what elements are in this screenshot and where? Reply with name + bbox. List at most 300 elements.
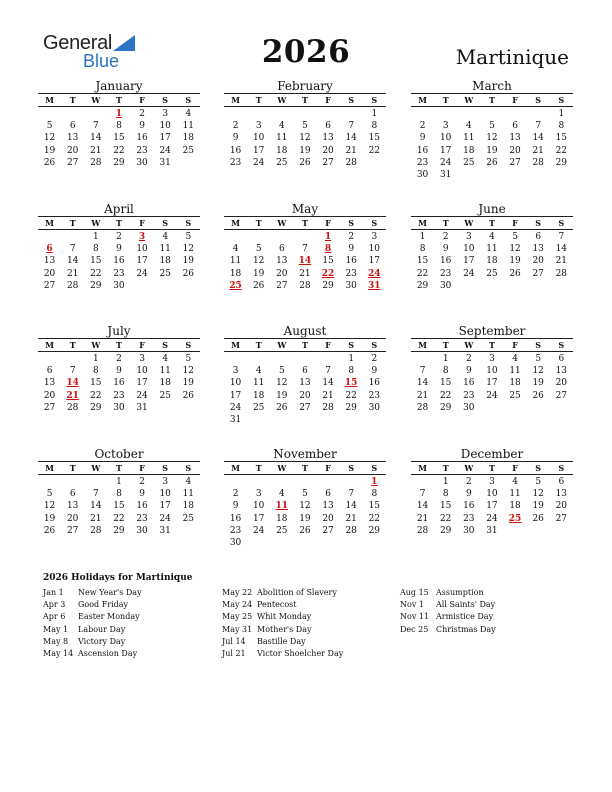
day-cell: 18: [509, 501, 521, 512]
day-cell: 12: [182, 244, 195, 255]
holiday-item: [43, 587, 142, 599]
day-cell: 17: [252, 513, 265, 524]
weekday-label: F: [325, 95, 331, 105]
holiday-date: Jul 14: [222, 636, 246, 646]
day-cell: 28: [90, 525, 102, 536]
day-cell: 2: [139, 109, 145, 119]
weekday-label: M: [418, 463, 427, 473]
weekday-label: T: [301, 340, 308, 350]
weekday-label: W: [464, 95, 474, 105]
weekday-label: S: [185, 218, 192, 228]
empty-day-cell: [270, 476, 293, 488]
day-cell: 19: [182, 256, 195, 267]
day-cell: 30: [416, 169, 429, 180]
day-cell: 1: [92, 232, 99, 242]
weekday-label: W: [91, 218, 101, 228]
weekday-label: T: [115, 340, 122, 350]
day-cell: 2: [232, 489, 239, 500]
empty-day-cell: [317, 476, 340, 488]
day-cell: 7: [419, 366, 426, 377]
day-cell: 27: [322, 525, 334, 536]
day-cell: 24: [463, 268, 475, 279]
day-cell: 19: [182, 378, 195, 389]
day-cell: 11: [182, 121, 195, 132]
holiday-day-cell: 22: [321, 268, 335, 279]
day-cell: 12: [532, 489, 544, 500]
day-cell: 4: [278, 121, 285, 132]
day-cell: 6: [302, 366, 308, 377]
day-cell: 26: [532, 513, 544, 524]
day-cell: 15: [322, 256, 334, 267]
holiday-item: [43, 624, 142, 636]
weekday-label: S: [185, 463, 192, 473]
empty-day-cell: [38, 353, 61, 365]
holiday-item: [400, 611, 496, 623]
day-cell: 13: [509, 133, 521, 144]
holiday-date: Jan 1: [43, 588, 64, 597]
day-cell: 24: [159, 145, 171, 156]
day-cell: 20: [555, 378, 568, 389]
day-cell: 19: [299, 513, 311, 524]
day-cell: 21: [299, 268, 311, 279]
day-cell: 25: [463, 157, 475, 168]
day-cell: 16: [229, 145, 242, 156]
weekday-label: S: [558, 95, 565, 105]
day-cell: 10: [252, 133, 265, 144]
holiday-name: Easter Monday: [78, 612, 140, 622]
day-cell: 31: [159, 525, 171, 536]
day-grid: [224, 476, 386, 549]
holiday-date: Jul 21: [222, 648, 246, 658]
day-cell: 6: [69, 121, 76, 132]
day-cell: 21: [416, 513, 429, 524]
day-cell: 1: [92, 354, 99, 364]
weekday-header: [224, 461, 386, 475]
day-cell: 3: [255, 489, 262, 500]
day-cell: 2: [465, 477, 472, 487]
day-cell: 26: [509, 268, 521, 279]
holiday-item: [43, 611, 142, 623]
holiday-date: May 1: [43, 624, 69, 634]
day-cell: 29: [113, 525, 125, 536]
weekday-label: M: [231, 340, 240, 350]
weekday-label: S: [162, 340, 169, 350]
holiday-name: Assumption: [436, 588, 484, 597]
day-cell: 22: [90, 390, 102, 401]
empty-day-cell: [224, 476, 247, 488]
weekday-label: T: [442, 218, 449, 228]
day-grid: [38, 108, 200, 169]
day-cell: 3: [162, 477, 169, 487]
weekday-label: S: [162, 463, 169, 473]
weekday-label: S: [162, 95, 169, 105]
holiday-day-cell: 14: [66, 378, 79, 389]
empty-day-cell: [38, 108, 61, 120]
day-cell: 5: [535, 354, 542, 364]
weekday-label: T: [301, 95, 308, 105]
day-cell: 24: [159, 513, 171, 524]
weekday-label: W: [277, 218, 287, 228]
weekday-header: [38, 338, 200, 352]
day-cell: 14: [532, 133, 544, 144]
day-cell: 20: [532, 256, 544, 267]
day-cell: 31: [229, 414, 242, 425]
day-cell: 17: [368, 256, 381, 267]
day-cell: 17: [159, 133, 171, 144]
month-title: May: [291, 202, 319, 216]
day-cell: 22: [113, 513, 125, 524]
weekday-label: F: [512, 463, 518, 473]
weekday-header: [224, 216, 386, 230]
month-title: August: [283, 324, 327, 338]
day-cell: 26: [43, 157, 56, 168]
day-cell: 22: [416, 268, 429, 279]
holiday-day-cell: 25: [508, 513, 522, 524]
weekday-label: T: [255, 218, 262, 228]
month-title: July: [107, 324, 131, 338]
day-cell: 4: [255, 366, 262, 377]
holiday-day-cell: 14: [298, 256, 312, 267]
day-grid: [411, 476, 573, 537]
weekday-label: S: [535, 218, 542, 228]
day-cell: 29: [439, 402, 452, 413]
day-cell: 18: [463, 145, 475, 156]
weekday-header: [411, 93, 573, 107]
day-cell: 7: [419, 489, 426, 500]
day-cell: 9: [139, 121, 145, 132]
day-cell: 14: [90, 501, 102, 512]
weekday-label: W: [277, 340, 287, 350]
empty-day-cell: [270, 108, 293, 120]
day-cell: 24: [252, 157, 265, 168]
holiday-column: [400, 587, 496, 636]
day-cell: 24: [229, 402, 242, 413]
day-cell: 9: [116, 366, 122, 377]
holiday-item: [222, 636, 343, 648]
day-cell: 9: [232, 133, 239, 144]
holiday-name: All Saints' Day: [436, 600, 496, 610]
day-cell: 3: [162, 109, 169, 119]
holiday-name: Mother's Day: [257, 624, 312, 634]
day-cell: 12: [532, 366, 544, 377]
day-cell: 30: [463, 525, 475, 536]
day-cell: 8: [558, 121, 565, 132]
day-cell: 4: [278, 489, 285, 500]
day-cell: 3: [139, 354, 145, 364]
day-cell: 9: [232, 501, 239, 512]
day-cell: 23: [345, 268, 357, 279]
day-cell: 25: [182, 513, 195, 524]
day-cell: 10: [439, 133, 452, 144]
day-cell: 6: [278, 244, 285, 255]
day-cell: 6: [46, 366, 53, 377]
day-cell: 21: [90, 513, 102, 524]
month-august: [224, 324, 386, 426]
day-cell: 18: [276, 145, 288, 156]
holiday-name: Whit Monday: [257, 612, 312, 622]
day-cell: 17: [136, 378, 148, 389]
day-cell: 17: [136, 256, 148, 267]
day-cell: 13: [322, 133, 334, 144]
day-cell: 4: [512, 477, 518, 487]
empty-day-cell: [247, 353, 270, 365]
day-cell: 16: [368, 378, 381, 389]
day-cell: 22: [345, 390, 357, 401]
holiday-item: [222, 611, 343, 623]
holiday-date: May 22: [222, 588, 253, 597]
day-grid: [411, 353, 573, 414]
day-cell: 7: [69, 244, 76, 255]
day-cell: 15: [416, 256, 429, 267]
holiday-day-cell: 31: [368, 280, 381, 291]
holiday-name: Labour Day: [78, 624, 126, 634]
empty-day-cell: [247, 108, 270, 120]
day-cell: 29: [113, 157, 125, 168]
day-cell: 28: [66, 280, 79, 291]
day-cell: 26: [252, 280, 265, 291]
day-cell: 12: [182, 366, 195, 377]
day-cell: 10: [463, 244, 475, 255]
weekday-label: S: [535, 340, 542, 350]
day-cell: 1: [558, 109, 565, 119]
day-cell: 9: [442, 244, 449, 255]
day-cell: 9: [371, 366, 378, 377]
weekday-label: W: [464, 463, 474, 473]
day-cell: 2: [442, 232, 449, 242]
day-cell: 20: [322, 513, 334, 524]
day-cell: 21: [416, 390, 429, 401]
day-cell: 27: [66, 157, 79, 168]
day-cell: 7: [92, 489, 99, 500]
weekday-label: F: [325, 463, 331, 473]
weekday-label: S: [162, 218, 169, 228]
day-cell: 23: [463, 513, 475, 524]
calendar-year: 2026: [261, 34, 351, 70]
day-cell: 3: [232, 366, 239, 377]
empty-day-cell: [84, 108, 107, 120]
day-cell: 18: [159, 378, 171, 389]
month-september: [411, 324, 573, 414]
day-cell: 14: [322, 378, 334, 389]
day-cell: 28: [322, 402, 334, 413]
weekday-label: S: [535, 463, 542, 473]
day-cell: 27: [555, 513, 568, 524]
weekday-label: S: [558, 463, 565, 473]
day-cell: 8: [92, 366, 99, 377]
day-cell: 27: [276, 280, 288, 291]
month-title: September: [458, 324, 526, 338]
weekday-label: S: [348, 95, 355, 105]
day-cell: 8: [442, 366, 449, 377]
day-cell: 14: [90, 133, 102, 144]
day-cell: 19: [276, 390, 288, 401]
holiday-item: [400, 587, 496, 599]
day-cell: 7: [348, 489, 355, 500]
day-grid: [38, 231, 200, 292]
day-cell: 29: [416, 280, 429, 291]
weekday-label: W: [464, 340, 474, 350]
day-cell: 19: [43, 145, 56, 156]
day-cell: 23: [113, 390, 125, 401]
day-cell: 27: [532, 268, 544, 279]
day-cell: 6: [558, 477, 565, 487]
day-cell: 19: [299, 145, 311, 156]
day-cell: 16: [113, 378, 125, 389]
day-cell: 2: [348, 232, 355, 242]
empty-day-cell: [61, 476, 84, 488]
month-title: January: [95, 79, 143, 93]
holiday-column: [43, 587, 142, 660]
day-cell: 1: [371, 109, 378, 119]
day-cell: 20: [43, 390, 56, 401]
day-cell: 3: [489, 354, 495, 364]
empty-day-cell: [317, 108, 340, 120]
day-cell: 3: [465, 232, 472, 242]
day-cell: 20: [276, 268, 288, 279]
day-cell: 17: [229, 390, 242, 401]
day-cell: 7: [325, 366, 331, 377]
day-cell: 27: [43, 280, 56, 291]
empty-day-cell: [340, 108, 363, 120]
day-cell: 23: [439, 268, 452, 279]
holiday-item: [222, 648, 343, 660]
day-cell: 18: [509, 378, 521, 389]
country-name: Martinique: [455, 45, 569, 69]
day-cell: 28: [345, 525, 357, 536]
day-cell: 16: [463, 378, 475, 389]
day-cell: 19: [43, 513, 56, 524]
day-cell: 21: [532, 145, 544, 156]
day-cell: 4: [185, 109, 192, 119]
day-cell: 24: [252, 525, 265, 536]
day-cell: 15: [90, 378, 102, 389]
day-cell: 18: [252, 390, 265, 401]
day-cell: 16: [113, 256, 125, 267]
weekday-label: S: [185, 95, 192, 105]
weekday-label: S: [348, 463, 355, 473]
day-cell: 10: [159, 489, 171, 500]
day-cell: 27: [322, 157, 334, 168]
day-cell: 8: [116, 121, 122, 132]
day-cell: 10: [229, 378, 242, 389]
weekday-label: T: [301, 463, 308, 473]
empty-day-cell: [527, 108, 550, 120]
day-cell: 24: [486, 513, 498, 524]
holiday-day-cell: 1: [115, 109, 123, 119]
day-cell: 5: [278, 366, 285, 377]
day-cell: 15: [439, 378, 452, 389]
holiday-name: Good Friday: [78, 600, 129, 610]
day-cell: 13: [43, 256, 56, 267]
day-cell: 14: [555, 244, 568, 255]
day-cell: 5: [489, 121, 495, 132]
day-cell: 7: [69, 366, 76, 377]
weekday-label: W: [91, 340, 101, 350]
day-cell: 22: [90, 268, 102, 279]
weekday-label: F: [139, 218, 145, 228]
day-cell: 3: [371, 232, 378, 242]
day-cell: 21: [66, 268, 79, 279]
weekday-label: T: [69, 463, 76, 473]
day-cell: 16: [439, 256, 452, 267]
day-cell: 11: [509, 489, 521, 500]
day-cell: 8: [92, 244, 99, 255]
holiday-day-cell: 1: [371, 477, 378, 487]
day-cell: 26: [532, 390, 544, 401]
weekday-label: T: [442, 463, 449, 473]
weekday-label: T: [115, 95, 122, 105]
holiday-date: May 14: [43, 648, 74, 658]
day-cell: 9: [465, 366, 472, 377]
day-cell: 29: [368, 525, 381, 536]
weekday-label: F: [325, 218, 331, 228]
month-title: November: [273, 447, 337, 461]
weekday-label: T: [442, 340, 449, 350]
weekday-label: F: [139, 95, 145, 105]
weekday-label: M: [418, 218, 427, 228]
holiday-name: Armistice Day: [436, 612, 494, 622]
day-cell: 10: [252, 501, 265, 512]
day-cell: 18: [229, 268, 242, 279]
day-cell: 14: [66, 256, 79, 267]
weekday-label: T: [115, 218, 122, 228]
weekday-header: [411, 216, 573, 230]
holiday-date: Apr 6: [43, 612, 66, 622]
holiday-date: May 25: [222, 612, 253, 622]
empty-day-cell: [293, 108, 316, 120]
weekday-header: [224, 93, 386, 107]
day-cell: 23: [368, 390, 381, 401]
day-cell: 19: [532, 378, 544, 389]
day-cell: 12: [299, 501, 311, 512]
empty-day-cell: [224, 231, 247, 243]
holiday-item: [222, 624, 343, 636]
day-cell: 24: [439, 157, 452, 168]
weekday-label: W: [277, 95, 287, 105]
holiday-day-cell: 11: [275, 501, 289, 512]
empty-day-cell: [293, 353, 316, 365]
day-cell: 2: [232, 121, 239, 132]
day-cell: 11: [486, 244, 498, 255]
day-cell: 2: [139, 477, 145, 487]
day-cell: 16: [463, 501, 475, 512]
day-cell: 4: [489, 232, 495, 242]
day-cell: 8: [371, 121, 378, 132]
weekday-label: S: [371, 218, 378, 228]
day-cell: 30: [136, 525, 148, 536]
day-cell: 30: [439, 280, 452, 291]
day-cell: 6: [325, 489, 331, 500]
holiday-item: [43, 599, 142, 611]
day-cell: 25: [252, 402, 265, 413]
empty-day-cell: [434, 108, 457, 120]
day-cell: 11: [276, 133, 288, 144]
day-cell: 7: [302, 244, 308, 255]
day-cell: 17: [439, 145, 452, 156]
day-cell: 10: [486, 366, 498, 377]
day-cell: 20: [66, 145, 79, 156]
day-cell: 11: [229, 256, 242, 267]
month-july: [38, 324, 200, 414]
empty-day-cell: [84, 476, 107, 488]
day-cell: 13: [555, 366, 568, 377]
holiday-date: May 31: [222, 624, 253, 634]
weekday-label: F: [512, 340, 518, 350]
day-cell: 11: [252, 378, 265, 389]
day-cell: 12: [276, 378, 288, 389]
day-cell: 20: [509, 145, 521, 156]
day-cell: 28: [90, 157, 102, 168]
